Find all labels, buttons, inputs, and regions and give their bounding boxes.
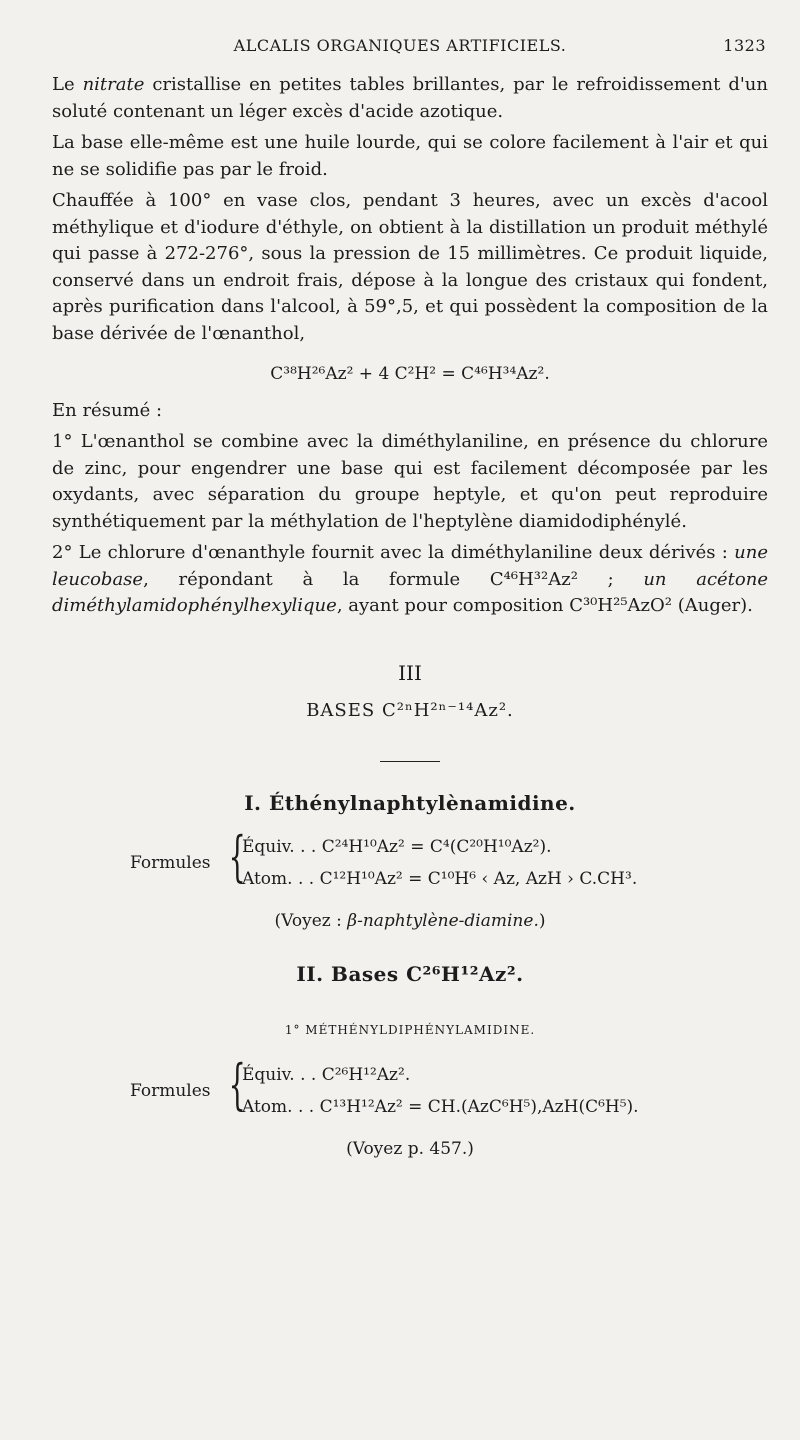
formula-atom: Atom. . . C¹³H¹²Az² = CH.(AzC⁶H⁵),AzH(C⁶H⁵). [242, 1096, 639, 1117]
paragraph-heating: Chauffée à 100° en vase clos, pendant 3 heures, avec un excès d'acool méthylique et d'iodure d'éthyle, on obtient à la distillation un produit méthylé qui passe à 272-276°, sous la pression de 15 millimètres. Ce produit liquide, conservé dans un endroit frais, dépose à la longue des cristaux qui fondent, après purification dans l'alcool, à 59°,5, et qui possèdent la composition de la base dérivée de l'œnanthol, [52, 190, 768, 344]
text-run-italic: nitrate [82, 74, 145, 95]
paragraph-nitrate [52, 72, 768, 125]
running-title: ALCALIS ORGANIQUES ARTIFICIELS. [233, 36, 567, 55]
text-run: Le [52, 74, 83, 95]
formulas-label: Formules [130, 1080, 211, 1101]
divider-rule [380, 761, 440, 762]
compound-subheading: 1° MÉTHÉNYLDIPHÉNYLAMIDINE. [284, 1023, 536, 1037]
cross-reference-2: (Voyez p. 457.) [346, 1138, 474, 1159]
compound-heading-1: I. Éthénylnaphtylènamidine. [244, 790, 576, 815]
text-run-italic: un acétone diméthylamidophénylhexylique [52, 568, 768, 616]
brace-icon: { [228, 1052, 246, 1116]
text-run: ) [538, 911, 546, 931]
brace-icon: { [228, 825, 246, 888]
paragraph-summary-intro: En résumé : [52, 399, 163, 421]
paragraph-summary-1: 1° L'œnanthol se combine avec la diméthylaniline, en présence du chlorure de zinc, pour engendrer une base qui est facilement décomposée par les oxydants, avec séparation du groupe heptyle, et qu'on peut reproduire synthétiquement par la méthylation de l'heptylène diamidodiphénylé. [52, 431, 768, 532]
text-run: , répondant à la formule C⁴⁶H³²Az² ; [143, 568, 644, 590]
formula-equiv: Équiv. . . C²⁶H¹²Az². [242, 1064, 411, 1085]
running-head [0, 36, 800, 60]
text-run: , ayant pour composition C³⁰H²⁵AzO² (Auger). [336, 595, 753, 616]
formula-block-1 [52, 825, 768, 898]
page-number: 1323 [723, 36, 766, 55]
text-run: 2° Le chlorure d'œnanthyle fournit avec la diméthylaniline deux dérivés : [52, 542, 735, 563]
paragraph-summary-2 [52, 540, 768, 620]
text-run: (Voyez : [274, 911, 348, 931]
cross-reference-1 [52, 908, 768, 935]
formula-block-2 [52, 1052, 768, 1126]
text-run-italic: β-naphtylène-diamine. [347, 911, 539, 931]
compound-heading-2: II. Bases C²⁶H¹²Az². [296, 961, 524, 986]
section-title: BASES C²ⁿH²ⁿ⁻¹⁴Az². [306, 700, 514, 721]
text-run: cristallise en petites tables brillantes, par le refroidissement d'un soluté contenant un léger excès d'acide azotique. [52, 74, 768, 122]
paragraph-base: La base elle-même est une huile lourde, qui se colore facilement à l'air et qui ne se solidifie pas par le froid. [52, 132, 768, 180]
equation-methylation: C³⁸H²⁶Az² + 4 C²H² = C⁴⁶H³⁴Az². [270, 364, 550, 384]
section-number: III [398, 660, 422, 685]
body-text [52, 72, 768, 1188]
formulas-label: Formules [130, 853, 211, 873]
text-run-italic: une leucobase [52, 542, 768, 590]
formula-equiv: Équiv. . . C²⁴H¹⁰Az² = C⁴(C²⁰H¹⁰Az²). [242, 837, 552, 857]
formula-atom: Atom. . . C¹²H¹⁰Az² = C¹⁰H⁶ ‹ Az, AzH › C.CH³. [242, 869, 638, 889]
